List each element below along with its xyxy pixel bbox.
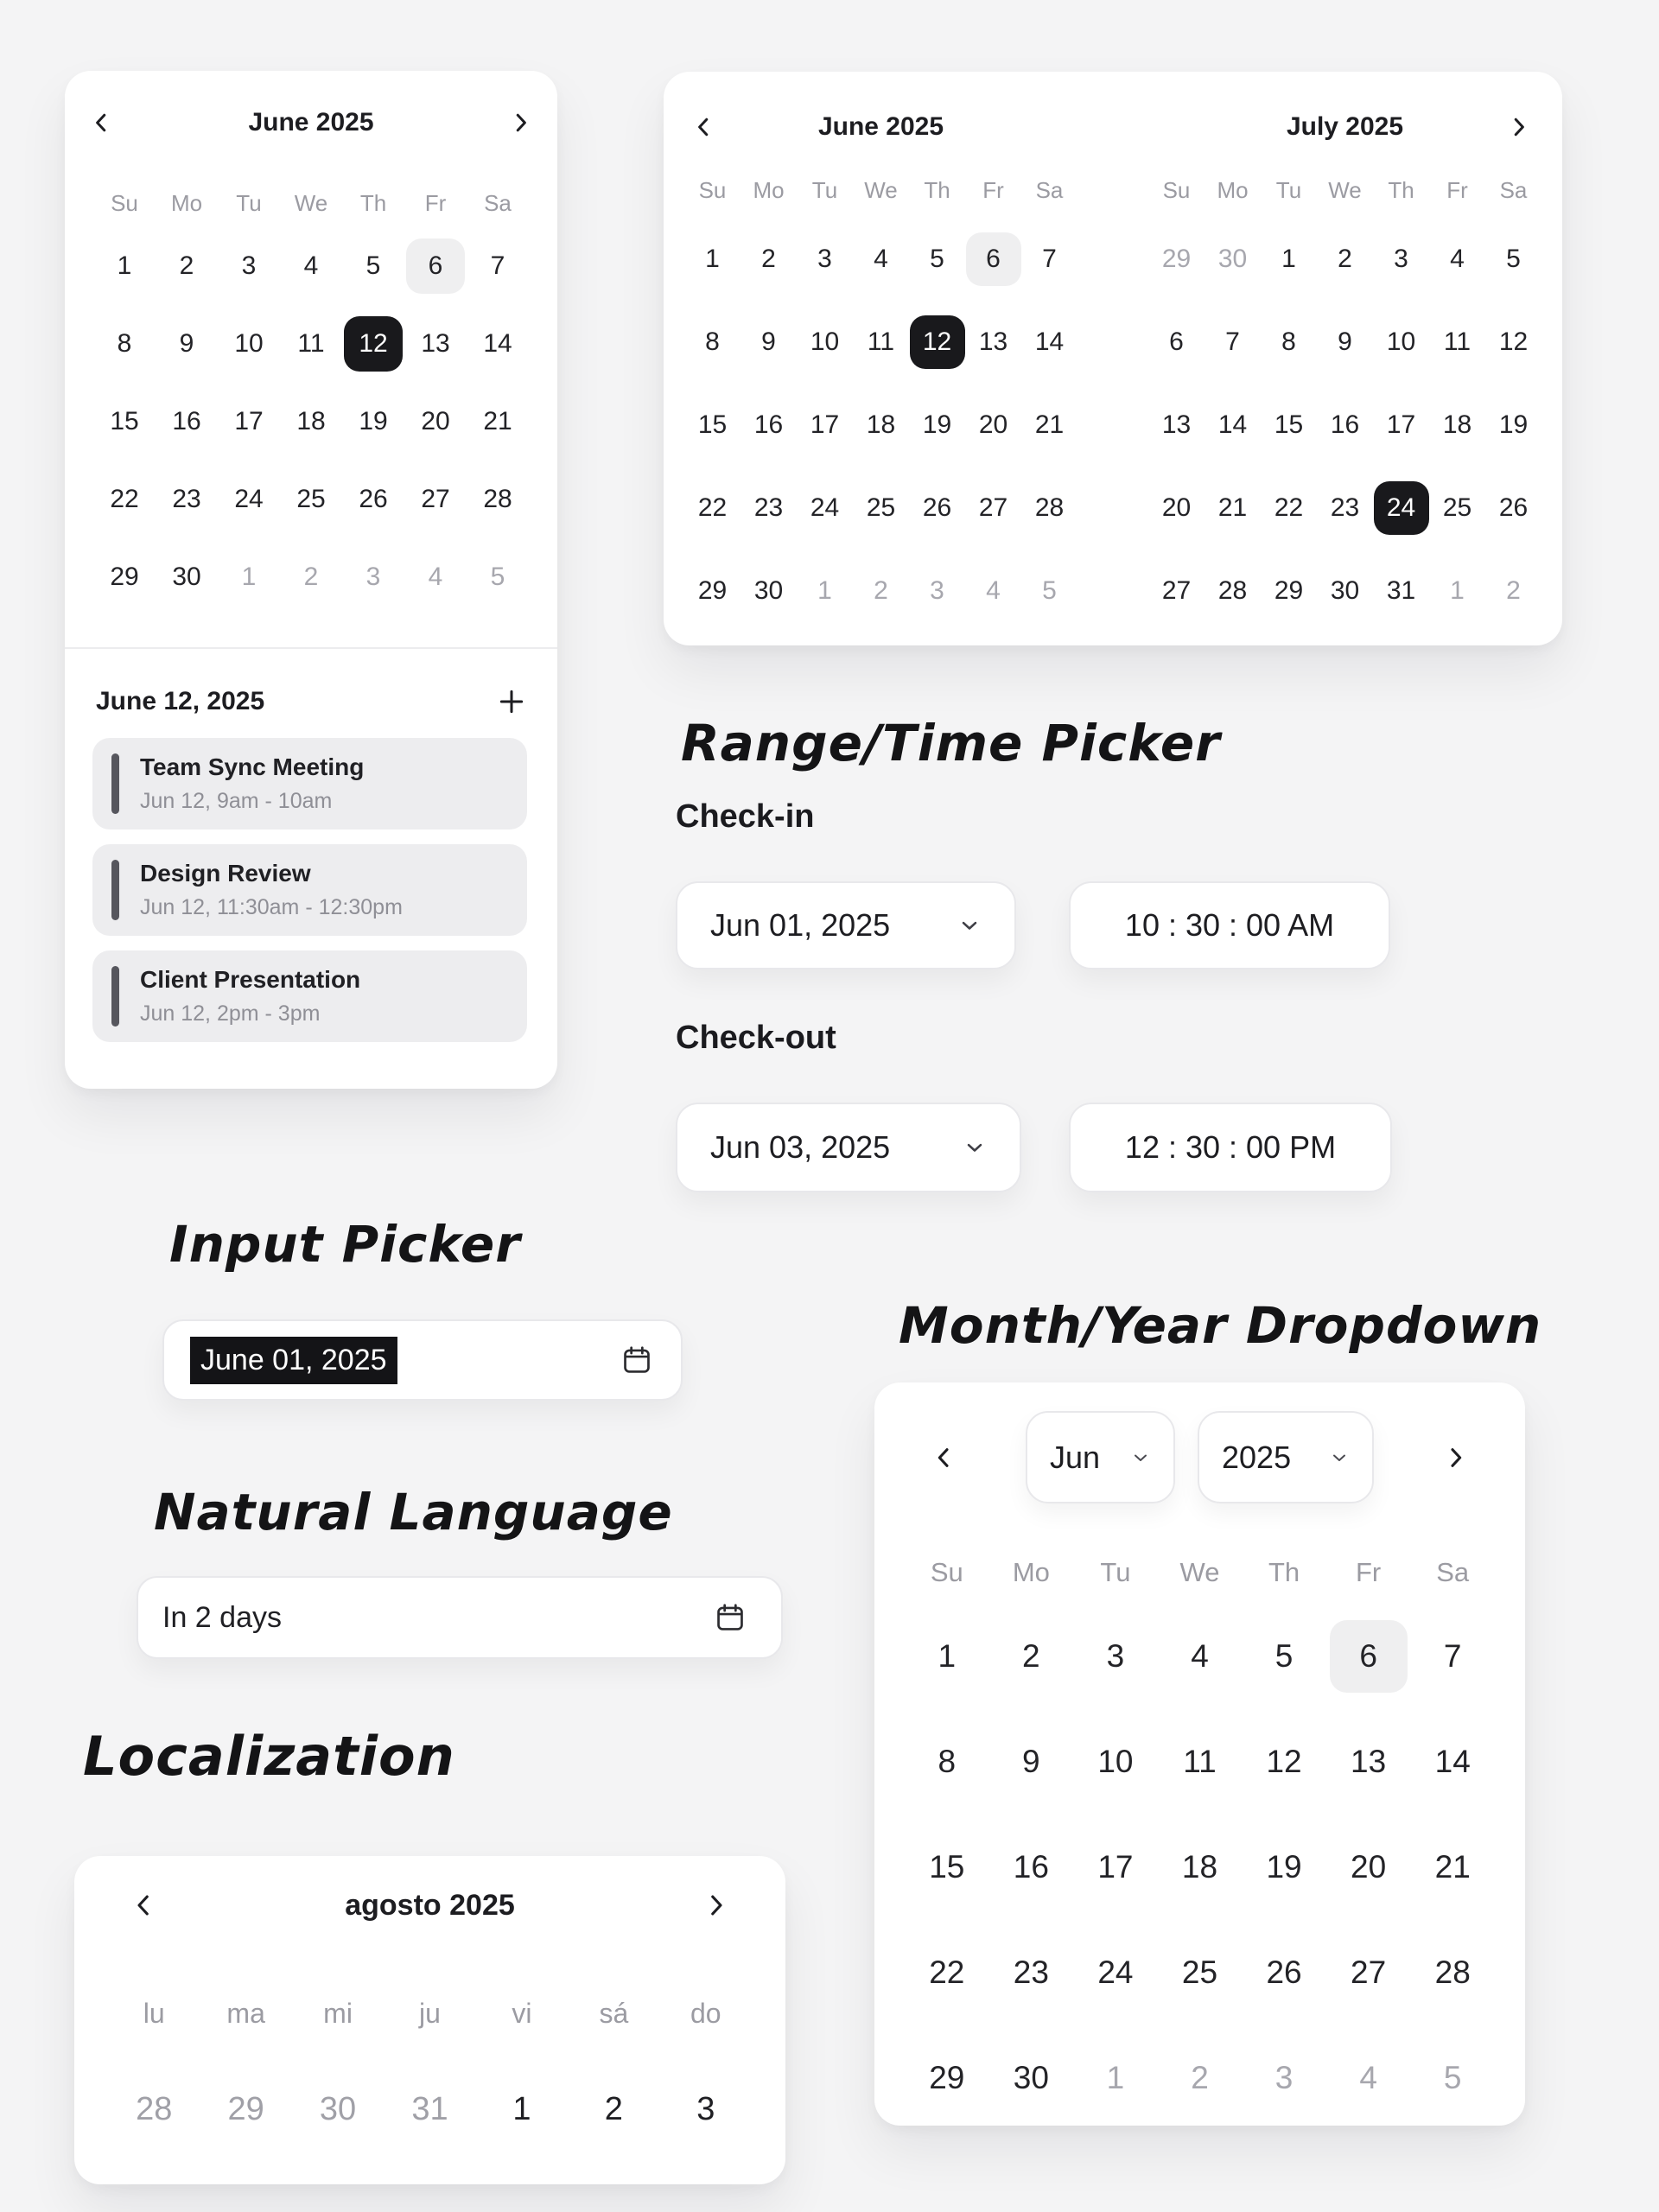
- day-cell[interactable]: 10: [234, 329, 264, 358]
- event-time: Jun 12, 11:30am - 12:30pm: [140, 895, 403, 919]
- weekday-label: Mo: [1012, 1557, 1050, 1587]
- day-cell[interactable]: 13: [978, 327, 1008, 356]
- next-month-button[interactable]: [1500, 108, 1538, 146]
- day-cell[interactable]: 26: [922, 493, 952, 522]
- weekday-row: [1148, 177, 1541, 204]
- event-accent-bar: [111, 753, 119, 814]
- day-cell[interactable]: 18: [866, 410, 896, 439]
- day-cell[interactable]: 6: [966, 232, 1021, 286]
- day-cell[interactable]: 4: [428, 563, 443, 591]
- day-cell[interactable]: 3: [1394, 245, 1408, 273]
- day-cell[interactable]: 13: [421, 329, 450, 358]
- day-cell[interactable]: 1: [1106, 2060, 1125, 2095]
- event-text: [140, 753, 364, 814]
- day-cell[interactable]: 29: [1274, 576, 1304, 605]
- day-cell[interactable]: 29: [1161, 245, 1192, 273]
- chevron-right-icon: [1442, 1444, 1470, 1471]
- event-item[interactable]: [92, 844, 527, 936]
- day-cell[interactable]: 3: [930, 576, 944, 605]
- weekday-label: Su: [1162, 177, 1191, 203]
- day-cell[interactable]: 1: [1281, 245, 1296, 273]
- calendar-header: [82, 102, 540, 143]
- weekday-label: ma: [226, 1998, 265, 2029]
- day-cell[interactable]: 30: [1217, 245, 1248, 273]
- weekday-label: Fr: [1446, 177, 1468, 203]
- day-cell[interactable]: 21: [1034, 410, 1065, 439]
- day-cell[interactable]: 22: [697, 493, 728, 522]
- event-title: Design Review: [140, 860, 311, 887]
- check-out-date-dropdown[interactable]: [676, 1103, 1021, 1192]
- day-cell[interactable]: 3: [817, 245, 832, 273]
- weekday-label: Su: [930, 1557, 963, 1587]
- day-cell[interactable]: 1: [1450, 576, 1465, 605]
- next-month-button[interactable]: [502, 104, 540, 142]
- weekday-label: Sa: [1499, 177, 1528, 203]
- day-cell[interactable]: 10: [1097, 1744, 1134, 1779]
- weekday-label: We: [1179, 1557, 1220, 1587]
- check-in-time-value: 10 : 30 : 00 AM: [1124, 907, 1335, 943]
- chevron-left-icon: [930, 1444, 957, 1471]
- event-text: [140, 860, 403, 920]
- weekday-label: Sa: [484, 190, 512, 216]
- day-cell[interactable]: 30: [1013, 2060, 1049, 2095]
- day-cell[interactable]: 24: [810, 493, 840, 522]
- calendar-grid: [108, 2068, 752, 2151]
- weekday-label: Tu: [811, 177, 838, 203]
- day-cell[interactable]: 5: [1274, 1638, 1294, 1674]
- weekday-label: Th: [924, 177, 950, 203]
- calendar-title: agosto 2025: [345, 1888, 515, 1922]
- day-cell[interactable]: 5: [1443, 2060, 1462, 2095]
- check-out-date-value: Jun 03, 2025: [710, 1129, 891, 1165]
- day-cell[interactable]: 23: [1013, 1955, 1049, 1990]
- day-cell[interactable]: 13: [1161, 410, 1192, 439]
- day-cell[interactable]: 30: [319, 2090, 357, 2127]
- weekday-label: Th: [359, 190, 387, 216]
- day-cell[interactable]: 2: [1506, 576, 1521, 605]
- day-cell[interactable]: 19: [1498, 410, 1529, 439]
- day-cell[interactable]: 27: [1161, 576, 1192, 605]
- day-cell[interactable]: 28: [1217, 576, 1248, 605]
- day-cell[interactable]: 29: [110, 563, 139, 591]
- day-cell[interactable]: 15: [110, 407, 139, 435]
- day-cell[interactable]: 1: [117, 251, 132, 280]
- day-cell[interactable]: 7: [1443, 1638, 1462, 1674]
- add-event-button[interactable]: [492, 682, 531, 721]
- event-item[interactable]: [92, 950, 527, 1042]
- event-title: Client Presentation: [140, 966, 361, 993]
- day-cell[interactable]: 2: [761, 245, 776, 273]
- day-cell[interactable]: 5: [1042, 576, 1057, 605]
- calendar-title: July 2025: [1286, 112, 1404, 141]
- check-out-label: Check-out: [676, 1020, 836, 1056]
- day-cell[interactable]: 7: [1042, 245, 1057, 273]
- check-out-time-input[interactable]: [1069, 1103, 1392, 1192]
- mini-calendar-card: [65, 71, 557, 1089]
- natural-language-value: In 2 days: [162, 1600, 282, 1634]
- next-month-button[interactable]: [1437, 1439, 1475, 1477]
- day-cell[interactable]: 3: [1106, 1638, 1125, 1674]
- day-cell[interactable]: 21: [483, 407, 512, 435]
- next-month-button[interactable]: [697, 1886, 735, 1924]
- day-cell[interactable]: 26: [1498, 493, 1529, 522]
- day-cell[interactable]: 21: [1434, 1849, 1471, 1885]
- localized-calendar-card: [74, 1856, 785, 2184]
- weekday-label: vi: [512, 1998, 532, 2029]
- chevron-right-icon: [702, 1891, 731, 1920]
- check-in-time-input[interactable]: [1069, 881, 1390, 969]
- calendar-icon: [714, 1601, 747, 1634]
- day-cell[interactable]: 18: [296, 407, 326, 435]
- check-in-date-value: Jun 01, 2025: [710, 907, 891, 943]
- prev-month-button[interactable]: [82, 104, 120, 142]
- selected-input-text: June 01, 2025: [190, 1337, 397, 1384]
- plus-icon: [494, 684, 529, 719]
- day-cell[interactable]: 8: [117, 329, 132, 358]
- day-cell[interactable]: 19: [922, 410, 952, 439]
- event-text: [140, 966, 360, 1027]
- calendar-header: [684, 106, 1077, 148]
- day-cell[interactable]: 22: [110, 485, 139, 513]
- calendar-grid: [1148, 218, 1541, 632]
- natural-language-input[interactable]: [137, 1576, 783, 1659]
- calendar-title: June 2025: [248, 108, 374, 137]
- day-cell[interactable]: 28: [1034, 493, 1065, 522]
- calendar-grid: [905, 1604, 1495, 2131]
- chevron-left-icon: [690, 114, 716, 140]
- day-cell[interactable]: 8: [1281, 327, 1296, 356]
- day-cell[interactable]: 27: [978, 493, 1008, 522]
- weekday-label: do: [690, 1998, 721, 2029]
- day-cell[interactable]: 9: [1022, 1744, 1040, 1779]
- day-cell[interactable]: 3: [365, 563, 381, 591]
- day-cell[interactable]: 27: [1351, 1955, 1387, 1990]
- day-cell[interactable]: 1: [938, 1638, 957, 1674]
- day-cell[interactable]: 28: [483, 485, 512, 513]
- day-cell[interactable]: 29: [227, 2090, 264, 2127]
- day-cell[interactable]: 17: [1386, 410, 1416, 439]
- weekday-row: [905, 1557, 1495, 1588]
- day-cell[interactable]: 31: [1386, 576, 1416, 605]
- day-cell[interactable]: 24: [1097, 1955, 1134, 1990]
- day-cell[interactable]: 12: [1266, 1744, 1302, 1779]
- day-cell[interactable]: 10: [810, 327, 840, 356]
- event-item[interactable]: [92, 738, 527, 830]
- day-cell[interactable]: 17: [234, 407, 264, 435]
- day-cell[interactable]: 26: [359, 485, 388, 513]
- day-cell[interactable]: 30: [753, 576, 784, 605]
- weekday-row: [108, 1998, 752, 2030]
- day-cell[interactable]: 25: [1442, 493, 1472, 522]
- day-cell[interactable]: 14: [1434, 1744, 1471, 1779]
- day-cell[interactable]: 23: [1330, 493, 1360, 522]
- day-cell[interactable]: 20: [1161, 493, 1192, 522]
- day-cell[interactable]: 6: [1330, 1620, 1408, 1693]
- day-cell[interactable]: 1: [705, 245, 720, 273]
- month-panel-june: [684, 72, 1077, 645]
- prev-month-button[interactable]: [925, 1439, 963, 1477]
- day-cell[interactable]: 25: [1181, 1955, 1218, 1990]
- day-cell[interactable]: 11: [297, 329, 325, 358]
- day-cell[interactable]: 12: [1498, 327, 1529, 356]
- day-cell[interactable]: 13: [1351, 1744, 1387, 1779]
- day-cell[interactable]: 15: [697, 410, 728, 439]
- day-cell[interactable]: 2: [1191, 2060, 1209, 2095]
- day-cell[interactable]: 4: [1450, 245, 1465, 273]
- day-cell[interactable]: 18: [1442, 410, 1472, 439]
- agenda-date-label: June 12, 2025: [96, 687, 265, 715]
- day-cell[interactable]: 3: [696, 2090, 715, 2127]
- day-cell[interactable]: 14: [1034, 327, 1065, 356]
- day-cell[interactable]: 1: [512, 2090, 531, 2127]
- weekday-label: Sa: [1035, 177, 1064, 203]
- calendar-title: June 2025: [817, 112, 944, 141]
- day-cell[interactable]: 30: [1330, 576, 1360, 605]
- chevron-left-icon: [129, 1891, 158, 1920]
- weekday-label: Su: [111, 190, 138, 216]
- section-heading-range-time-picker: Range/Time Picker: [681, 714, 1221, 772]
- weekday-label: Fr: [1356, 1557, 1382, 1587]
- day-cell[interactable]: 9: [1338, 327, 1352, 356]
- day-cell[interactable]: 2: [1338, 245, 1352, 273]
- day-cell[interactable]: 2: [604, 2090, 623, 2127]
- day-cell[interactable]: 5: [490, 563, 505, 591]
- event-accent-bar: [111, 860, 119, 920]
- weekday-label: Th: [1388, 177, 1414, 203]
- day-cell[interactable]: 23: [753, 493, 784, 522]
- day-cell[interactable]: 16: [1013, 1849, 1049, 1885]
- day-cell[interactable]: 29: [929, 2060, 965, 2095]
- weekday-label: Mo: [1217, 177, 1249, 203]
- day-cell[interactable]: 24: [234, 485, 264, 513]
- weekday-row: [93, 190, 529, 217]
- calendar-grid: [93, 227, 529, 616]
- section-heading-natural-language: Natural Language: [154, 1483, 673, 1541]
- day-cell[interactable]: 26: [1266, 1955, 1302, 1990]
- day-cell[interactable]: 3: [1274, 2060, 1294, 2095]
- day-cell[interactable]: 24: [1374, 481, 1429, 535]
- section-heading-localization: Localization: [83, 1725, 455, 1788]
- day-cell[interactable]: 22: [929, 1955, 965, 1990]
- check-in-date-dropdown[interactable]: [676, 881, 1016, 969]
- day-cell[interactable]: 7: [490, 251, 505, 280]
- day-cell[interactable]: 7: [1225, 327, 1240, 356]
- weekday-label: Su: [698, 177, 727, 203]
- day-cell[interactable]: 11: [1443, 327, 1471, 356]
- weekday-label: We: [1328, 177, 1362, 203]
- day-cell[interactable]: 23: [172, 485, 201, 513]
- event-accent-bar: [111, 966, 119, 1027]
- month-dropdown-value: Jun: [1050, 1439, 1101, 1475]
- day-cell[interactable]: 31: [411, 2090, 448, 2127]
- divider: [65, 647, 557, 649]
- chevron-down-icon: [1130, 1447, 1151, 1468]
- chevron-right-icon: [508, 110, 534, 136]
- year-dropdown[interactable]: [1198, 1411, 1374, 1503]
- day-cell[interactable]: 18: [1181, 1849, 1218, 1885]
- day-cell[interactable]: 9: [179, 329, 194, 358]
- chevron-down-icon: [957, 913, 982, 938]
- dropdown-group: [1026, 1411, 1374, 1503]
- day-cell[interactable]: 30: [172, 563, 201, 591]
- day-cell[interactable]: 12: [910, 315, 965, 369]
- calendar-header: [925, 1411, 1475, 1503]
- day-cell[interactable]: 3: [241, 251, 257, 280]
- weekday-label: ju: [419, 1998, 441, 2029]
- chevron-right-icon: [1506, 114, 1532, 140]
- calendar-header: [124, 1884, 735, 1927]
- day-cell[interactable]: 4: [303, 251, 319, 280]
- weekday-label: Fr: [424, 190, 447, 216]
- day-cell[interactable]: 6: [1169, 327, 1184, 356]
- day-cell[interactable]: 4: [986, 576, 1001, 605]
- weekday-label: Tu: [1100, 1557, 1131, 1587]
- section-heading-month-year-dropdown: Month/Year Dropdown: [899, 1296, 1542, 1355]
- day-cell[interactable]: 16: [753, 410, 784, 439]
- date-text-input[interactable]: [162, 1319, 683, 1401]
- weekday-label: Fr: [982, 177, 1004, 203]
- day-cell[interactable]: 22: [1274, 493, 1304, 522]
- day-cell[interactable]: 1: [817, 576, 832, 605]
- day-cell[interactable]: 21: [1217, 493, 1248, 522]
- day-cell[interactable]: 5: [930, 245, 944, 273]
- day-cell[interactable]: 28: [136, 2090, 173, 2127]
- weekday-label: mi: [323, 1998, 353, 2029]
- weekday-label: Tu: [236, 190, 262, 216]
- day-cell[interactable]: 4: [1359, 2060, 1377, 2095]
- weekday-label: Tu: [1275, 177, 1302, 203]
- day-cell[interactable]: 1: [241, 563, 257, 591]
- day-cell[interactable]: 2: [179, 251, 194, 280]
- weekday-label: Mo: [753, 177, 785, 203]
- day-cell[interactable]: 19: [1266, 1849, 1302, 1885]
- day-cell[interactable]: 17: [810, 410, 840, 439]
- day-cell[interactable]: 11: [1183, 1744, 1217, 1779]
- weekday-label: lu: [143, 1998, 165, 2029]
- prev-month-button[interactable]: [684, 108, 722, 146]
- weekday-label: Th: [1268, 1557, 1300, 1587]
- event-title: Team Sync Meeting: [140, 753, 365, 780]
- day-cell[interactable]: 20: [978, 410, 1008, 439]
- day-cell[interactable]: 8: [705, 327, 720, 356]
- day-cell[interactable]: 20: [1351, 1849, 1387, 1885]
- day-cell[interactable]: 25: [296, 485, 326, 513]
- weekday-label: Mo: [170, 190, 203, 216]
- day-cell[interactable]: 27: [421, 485, 450, 513]
- chevron-left-icon: [88, 110, 114, 136]
- day-cell[interactable]: 20: [421, 407, 450, 435]
- day-cell[interactable]: 28: [1434, 1955, 1471, 1990]
- range-calendar-card: [664, 72, 1562, 645]
- day-cell[interactable]: 14: [483, 329, 512, 358]
- day-cell[interactable]: 12: [344, 316, 403, 372]
- day-cell[interactable]: 8: [938, 1744, 957, 1779]
- month-panel-july: [1148, 72, 1541, 645]
- day-cell[interactable]: 10: [1386, 327, 1416, 356]
- month-dropdown[interactable]: [1026, 1411, 1175, 1503]
- chevron-down-icon: [1329, 1447, 1350, 1468]
- month-year-dropdown-card: [874, 1382, 1525, 2126]
- day-cell[interactable]: 14: [1217, 410, 1248, 439]
- day-cell[interactable]: 29: [697, 576, 728, 605]
- day-cell[interactable]: 6: [406, 238, 465, 294]
- weekday-label: Sa: [1436, 1557, 1470, 1587]
- weekday-row: [684, 177, 1077, 204]
- day-cell[interactable]: 25: [866, 493, 896, 522]
- check-in-label: Check-in: [676, 798, 815, 835]
- day-cell[interactable]: 5: [365, 251, 381, 280]
- day-cell[interactable]: 2: [303, 563, 319, 591]
- day-cell[interactable]: 5: [1506, 245, 1521, 273]
- day-cell[interactable]: 17: [1097, 1849, 1134, 1885]
- day-cell[interactable]: 16: [172, 407, 201, 435]
- day-cell[interactable]: 15: [929, 1849, 965, 1885]
- calendar-grid: [684, 218, 1077, 632]
- day-cell[interactable]: 16: [1330, 410, 1360, 439]
- check-out-time-value: 12 : 30 : 00 PM: [1124, 1129, 1337, 1165]
- day-cell[interactable]: 2: [874, 576, 888, 605]
- calendar-icon: [620, 1344, 653, 1376]
- calendar-header: [1148, 106, 1541, 148]
- day-cell[interactable]: 2: [1022, 1638, 1040, 1674]
- prev-month-button[interactable]: [124, 1886, 162, 1924]
- weekday-label: We: [294, 190, 328, 216]
- agenda-header: [96, 680, 531, 723]
- year-dropdown-value: 2025: [1222, 1439, 1292, 1475]
- day-cell[interactable]: 19: [359, 407, 388, 435]
- weekday-label: sá: [599, 1998, 629, 2029]
- section-heading-input-picker: Input Picker: [169, 1215, 521, 1274]
- weekday-label: We: [864, 177, 898, 203]
- day-cell[interactable]: 4: [1191, 1638, 1209, 1674]
- chevron-down-icon: [963, 1135, 987, 1160]
- day-cell[interactable]: 4: [874, 245, 888, 273]
- event-time: Jun 12, 9am - 10am: [140, 789, 333, 813]
- day-cell[interactable]: 15: [1274, 410, 1304, 439]
- day-cell[interactable]: 11: [867, 327, 895, 356]
- day-cell[interactable]: 9: [761, 327, 776, 356]
- event-time: Jun 12, 2pm - 3pm: [140, 1001, 321, 1026]
